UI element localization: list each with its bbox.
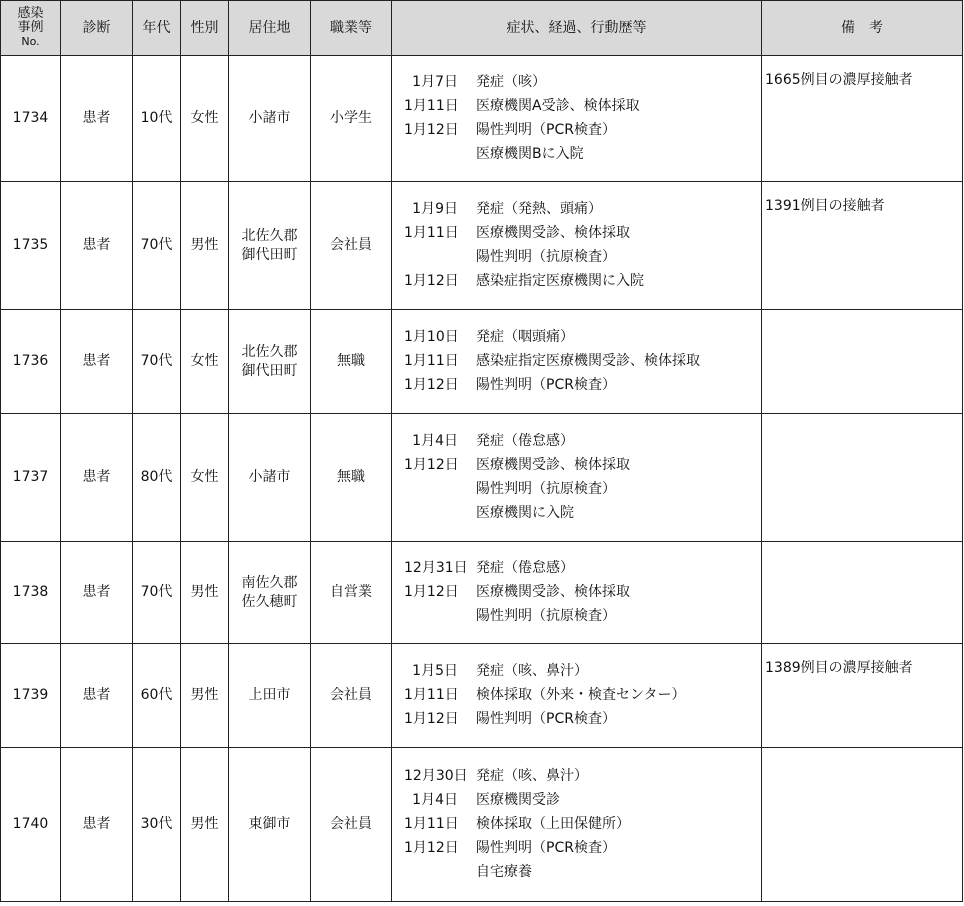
progress-text: 陽性判明（PCR検査） [476, 377, 616, 393]
table-row [1, 644, 963, 748]
case-number-cell: 1737 [1, 414, 61, 542]
age-cell: 70代 [133, 182, 181, 310]
occupation-cell: 小学生 [311, 56, 392, 182]
diagnosis-cell: 患者 [61, 56, 133, 182]
progress-entry [404, 765, 761, 789]
progress-date: 1月4日 [412, 433, 458, 449]
remarks-cell [762, 310, 963, 414]
diagnosis-cell: 患者 [61, 414, 133, 542]
residence-cell [229, 748, 311, 902]
diagnosis-cell: 患者 [61, 542, 133, 644]
occupation-cell: 自営業 [311, 542, 392, 644]
progress-text: 陽性判明（PCR検査） [476, 122, 616, 138]
occupation-cell: 会社員 [311, 748, 392, 902]
progress-date: 12月31日 [404, 560, 468, 576]
table-row [1, 748, 963, 902]
progress-entry [404, 119, 761, 143]
progress-cell [392, 644, 762, 748]
header-age: 年代 [133, 1, 181, 56]
residence-line: 北佐久郡 [241, 227, 298, 244]
residence-cell [229, 414, 311, 542]
table-row [1, 310, 963, 414]
progress-date: 12月30日 [404, 768, 468, 784]
remarks-cell [762, 414, 963, 542]
case-number-cell: 1740 [1, 748, 61, 902]
residence-line: 東御市 [248, 816, 291, 832]
progress-date: 1月12日 [404, 711, 459, 727]
header-occupation: 職業等 [311, 1, 392, 56]
progress-text: 発症（咳、鼻汁） [476, 663, 588, 679]
table-row [1, 414, 963, 542]
progress-text: 感染症指定医療機関受診、検体採取 [476, 353, 700, 369]
progress-entry [404, 478, 761, 502]
progress-entry [404, 374, 761, 398]
progress-cell [392, 414, 762, 542]
header-progress: 症状、経過、行動歴等 [392, 1, 762, 56]
header-residence: 居住地 [229, 1, 311, 56]
sex-cell: 女性 [181, 414, 229, 542]
progress-text: 医療機関A受診、検体採取 [476, 98, 640, 114]
progress-cell [392, 182, 762, 310]
progress-entry [404, 246, 761, 270]
occupation-cell: 無職 [311, 414, 392, 542]
progress-date: 1月12日 [404, 377, 459, 393]
progress-text: 感染症指定医療機関に入院 [476, 273, 644, 289]
progress-text: 自宅療養 [476, 864, 532, 880]
header-case-no [1, 1, 61, 56]
remarks-cell: 1665例目の濃厚接触者 [762, 56, 963, 182]
progress-date: 1月11日 [404, 225, 459, 241]
progress-date: 1月12日 [404, 840, 459, 856]
progress-text: 発症（倦怠感） [476, 560, 574, 576]
diagnosis-cell: 患者 [61, 644, 133, 748]
progress-date: 1月12日 [404, 273, 459, 289]
sex-cell: 男性 [181, 182, 229, 310]
progress-text: 発症（咳、鼻汁） [476, 768, 588, 784]
occupation-cell: 会社員 [311, 644, 392, 748]
progress-entry [404, 708, 761, 732]
case-number-cell: 1735 [1, 182, 61, 310]
case-number-cell: 1736 [1, 310, 61, 414]
header-case-no-line3: No. [21, 35, 40, 48]
header-case-no-line1: 感染 [17, 6, 44, 21]
age-cell: 10代 [133, 56, 181, 182]
age-cell: 70代 [133, 310, 181, 414]
residence-line: 御代田町 [241, 362, 298, 379]
progress-date: 1月12日 [404, 457, 459, 473]
progress-entry [404, 502, 761, 526]
progress-date: 1月11日 [404, 687, 459, 703]
progress-text: 発症（発熱、頭痛） [476, 201, 602, 217]
residence-line: 御代田町 [241, 246, 298, 263]
progress-text: 医療機関に入院 [476, 505, 574, 521]
residence-line: 小諸市 [248, 110, 291, 126]
progress-entry [404, 270, 761, 294]
case-number-cell: 1739 [1, 644, 61, 748]
progress-cell [392, 56, 762, 182]
age-cell: 80代 [133, 414, 181, 542]
progress-text: 医療機関受診、検体採取 [476, 225, 630, 241]
progress-entry [404, 454, 761, 478]
residence-cell [229, 310, 311, 414]
sex-cell: 女性 [181, 310, 229, 414]
residence-cell [229, 182, 311, 310]
progress-text: 陽性判明（抗原検査） [476, 608, 616, 624]
age-cell: 70代 [133, 542, 181, 644]
header-sex: 性別 [181, 1, 229, 56]
header-remarks: 備 考 [762, 1, 963, 56]
table-row [1, 56, 963, 182]
progress-text: 医療機関受診、検体採取 [476, 457, 630, 473]
progress-entry [404, 684, 761, 708]
progress-entry [404, 813, 761, 837]
sex-cell: 男性 [181, 542, 229, 644]
residence-line: 佐久穂町 [241, 593, 298, 610]
progress-date: 1月11日 [404, 98, 459, 114]
residence-line: 北佐久郡 [241, 343, 298, 360]
progress-text: 医療機関Bに入院 [476, 146, 584, 162]
progress-entry [404, 557, 761, 581]
progress-text: 陽性判明（PCR検査） [476, 711, 616, 727]
progress-entry [404, 605, 761, 629]
header-row [1, 1, 963, 56]
progress-text: 陽性判明（抗原検査） [476, 481, 616, 497]
age-cell: 60代 [133, 644, 181, 748]
residence-cell [229, 56, 311, 182]
progress-entry [404, 789, 761, 813]
progress-entry [404, 95, 761, 119]
progress-date: 1月9日 [412, 201, 458, 217]
progress-text: 発症（咳） [476, 74, 546, 90]
progress-entry [404, 837, 761, 861]
remarks-cell: 1389例目の濃厚接触者 [762, 644, 963, 748]
progress-entry [404, 350, 761, 374]
progress-text: 医療機関受診 [476, 792, 560, 808]
sex-cell: 男性 [181, 748, 229, 902]
progress-cell [392, 310, 762, 414]
progress-text: 医療機関受診、検体採取 [476, 584, 630, 600]
progress-cell [392, 542, 762, 644]
residence-cell [229, 644, 311, 748]
progress-date: 1月12日 [404, 122, 459, 138]
progress-date: 1月11日 [404, 353, 459, 369]
residence-line: 南佐久郡 [241, 574, 298, 591]
remarks-cell [762, 748, 963, 902]
table-body [1, 56, 963, 902]
progress-entry [404, 430, 761, 454]
occupation-cell: 会社員 [311, 182, 392, 310]
residence-line: 小諸市 [248, 469, 291, 485]
age-cell: 30代 [133, 748, 181, 902]
occupation-cell: 無職 [311, 310, 392, 414]
progress-entry [404, 326, 761, 350]
progress-date: 1月7日 [412, 74, 458, 90]
progress-text: 陽性判明（抗原検査） [476, 249, 616, 265]
progress-date: 1月11日 [404, 816, 459, 832]
progress-cell [392, 748, 762, 902]
diagnosis-cell: 患者 [61, 310, 133, 414]
case-number-cell: 1738 [1, 542, 61, 644]
progress-entry [404, 143, 761, 167]
residence-line: 上田市 [248, 687, 291, 703]
progress-text: 陽性判明（PCR検査） [476, 840, 616, 856]
progress-date: 1月5日 [412, 663, 458, 679]
progress-text: 検体採取（外来・検査センター） [476, 687, 686, 703]
progress-text: 検体採取（上田保健所） [476, 816, 630, 832]
progress-entry [404, 71, 761, 95]
diagnosis-cell: 患者 [61, 748, 133, 902]
table-row [1, 542, 963, 644]
residence-cell [229, 542, 311, 644]
progress-text: 発症（咽頭痛） [476, 329, 574, 345]
progress-entry [404, 861, 761, 885]
progress-date: 1月10日 [404, 329, 459, 345]
progress-text: 発症（倦怠感） [476, 433, 574, 449]
remarks-cell [762, 542, 963, 644]
progress-date: 1月4日 [412, 792, 458, 808]
progress-entry [404, 222, 761, 246]
sex-cell: 男性 [181, 644, 229, 748]
progress-entry [404, 660, 761, 684]
case-number-cell: 1734 [1, 56, 61, 182]
remarks-cell: 1391例目の接触者 [762, 182, 963, 310]
progress-entry [404, 198, 761, 222]
diagnosis-cell: 患者 [61, 182, 133, 310]
progress-date: 1月12日 [404, 584, 459, 600]
header-diagnosis: 診断 [61, 1, 133, 56]
table-row [1, 182, 963, 310]
sex-cell: 女性 [181, 56, 229, 182]
header-case-no-line2: 事例 [17, 20, 44, 35]
progress-entry [404, 581, 761, 605]
